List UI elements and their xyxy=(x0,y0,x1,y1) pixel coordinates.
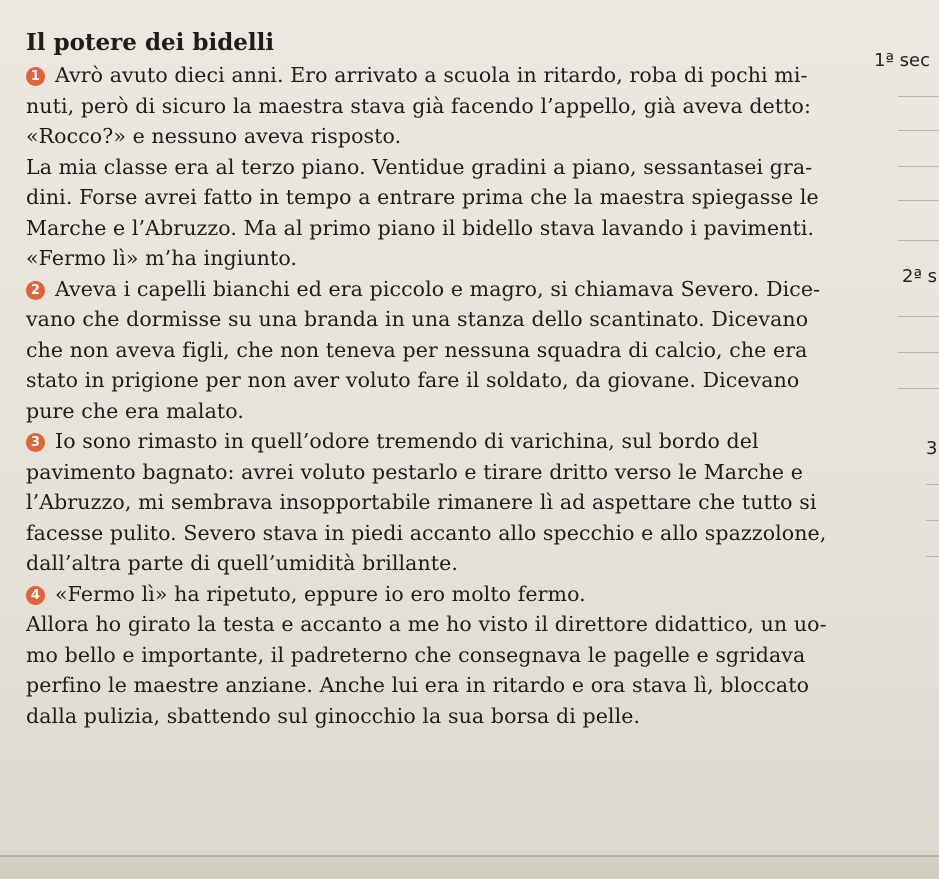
text-line: dini. Forse avrei fatto in tempo a entrare prima che la maestra spiegasse le xyxy=(26,185,819,209)
text-line: 4 «Fermo lì» ha ripetuto, eppure io ero molto fermo. xyxy=(26,579,856,610)
text-line: mo bello e importante, il padreterno che consegnava le pagelle e sgridava xyxy=(26,642,806,667)
text-line: facesse pulito. Severo stava in piedi accanto allo specchio e allo spazzolone, xyxy=(26,520,827,545)
answer-line[interactable] xyxy=(898,316,939,317)
answer-line[interactable] xyxy=(898,388,939,389)
reading-passage xyxy=(26,28,856,731)
text-line: Allora ho girato la testa e accanto a me ho visto il direttore didattico, un uo- xyxy=(26,612,827,636)
text-line: dall’altra parte di quell’umidità brillante. xyxy=(26,551,458,575)
paragraph-3 xyxy=(26,426,856,579)
answer-line[interactable] xyxy=(898,200,939,201)
margin-label: 3 xyxy=(926,438,938,459)
text-line: «Rocco?» e nessuno aveva risposto. xyxy=(26,124,402,148)
text-line: l’Abruzzo, mi sembrava insopportabile rimanere lì ad aspettare che tutto si xyxy=(26,490,817,514)
answer-line[interactable] xyxy=(898,240,939,241)
paragraph-number-badge: 3 xyxy=(26,433,45,452)
margin-label: 2ª s xyxy=(902,266,938,287)
answer-line[interactable] xyxy=(926,556,939,557)
answer-line[interactable] xyxy=(926,484,939,485)
text-line: La mia classe era al terzo piano. Ventidue gradini a piano, sessantasei gra- xyxy=(26,154,813,179)
answer-line[interactable] xyxy=(926,520,939,521)
paragraph-number-badge: 2 xyxy=(26,281,45,300)
paragraph-number-badge: 1 xyxy=(26,67,45,86)
margin-label: 1ª sec xyxy=(874,50,931,71)
paragraph-1 xyxy=(26,60,856,274)
text-line: dalla pulizia, sbattendo sul ginocchio la sua borsa di pelle. xyxy=(26,703,641,728)
text-line: che non aveva figli, che non teneva per nessuna squadra di calcio, che era xyxy=(26,337,808,362)
text-line: pavimento bagnato: avrei voluto pestarlo e tirare dritto verso le Marche e xyxy=(26,459,803,484)
paragraph-number-badge: 4 xyxy=(26,586,45,605)
paragraph-2 xyxy=(26,274,856,427)
passage-title: Il potere dei bidelli xyxy=(26,29,275,56)
answer-line[interactable] xyxy=(898,96,939,97)
answer-line[interactable] xyxy=(898,166,939,167)
text-line: 1 Avrò avuto dieci anni. Ero arrivato a scuola in ritardo, roba di pochi mi- xyxy=(26,60,856,91)
text-line: 2 Aveva i capelli bianchi ed era piccolo e magro, si chiamava Severo. Dice- xyxy=(26,274,856,305)
text-line: nuti, però di sicuro la maestra stava già facendo l’appello, già aveva detto: xyxy=(26,93,811,118)
answer-line[interactable] xyxy=(898,130,939,131)
text-line: «Fermo lì» m’ha ingiunto. xyxy=(26,246,298,270)
paragraph-4 xyxy=(26,579,856,732)
margin-exercise-column xyxy=(868,0,939,879)
text-line: 3 Io sono rimasto in quell’odore tremendo di varichina, sul bordo del xyxy=(26,426,856,457)
answer-line[interactable] xyxy=(898,352,939,353)
text-line: vano che dormisse su una branda in una stanza dello scantinato. Dicevano xyxy=(26,307,809,331)
text-line: stato in prigione per non aver voluto fare il soldato, da giovane. Dicevano xyxy=(26,368,800,392)
text-line: perfino le maestre anziane. Anche lui era in ritardo e ora stava lì, bloccato xyxy=(26,673,810,697)
text-line: pure che era malato. xyxy=(26,398,244,423)
page-bottom-shadow xyxy=(0,857,939,879)
text-line: Marche e l’Abruzzo. Ma al primo piano il bidello stava lavando i pavimenti. xyxy=(26,215,815,240)
